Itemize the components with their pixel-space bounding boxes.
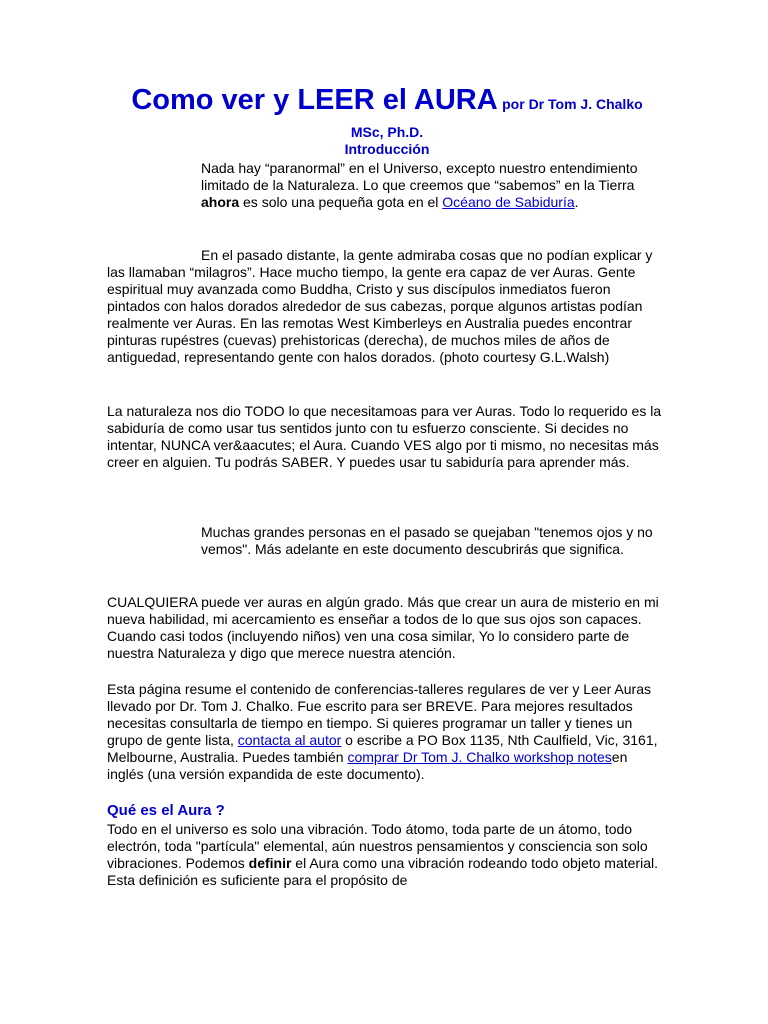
paragraph-text: . — [574, 194, 579, 210]
bold-text: ahora — [201, 194, 240, 210]
section-heading-aura: Qué es el Aura ? — [107, 802, 225, 819]
paragraph-history: En el pasado distante, la gente admiraba cosas que no podían explicar y las llamaban “milagros”. Hace mucho tiempo, la gente era capaz de ver Auras. Gente espiritual muy avanzada como Buddha, Cristo y sus discípulos inmediatos fueron pintados con halos dorados alrededor de sus cabezas, porque algunos artistas podían realmente ver Auras. En las remotas West Kimberleys en Australia puedes encontrar pinturas rupéstres (cuevas) prehistoricas (derecha), de muchos miles de años de antiguedad, representando gente con halos dorados. (photo courtesy G.L.Walsh) — [107, 247, 653, 365]
paragraph-text: es solo una pequeña gota en el — [239, 194, 443, 210]
title-author: por Dr Tom J. Chalko — [502, 96, 643, 112]
paragraph-text: el Aura como una vibración rodeando todo objeto material. Esta definición es suficiente para el propósito de — [107, 855, 658, 888]
intro-heading: Introducción — [344, 141, 430, 157]
paragraph-text: Nada hay “paranormal” en el Universo, excepto nuestro entendimiento limitado de la Naturaleza. Lo que creemos que “sabemos” en la Tierra — [201, 160, 638, 193]
paragraph-intro — [201, 160, 661, 211]
page-title — [107, 84, 667, 117]
paragraph-quote: Muchas grandes personas en el pasado se quejaban "tenemos ojos y no vemos". Más adelante en este documento descubrirás que significa. — [201, 524, 653, 557]
oceano-link[interactable]: Océano de Sabiduría — [442, 194, 575, 210]
paragraph-nature: La naturaleza nos dio TODO lo que necesitamoas para ver Auras. Todo lo requerido es la sabiduría de como usar tus sentidos junto con tu esfuerzo consciente. Si decides no intentar, NUNCA ver&aacutes; el Aura. Cuando VES algo por ti mismo, no necesitas más creer en alguien. Tu podrás SABER. Y puedes usar tu sabiduría para aprender más. — [107, 403, 662, 470]
paragraph-text: en inglés (una versión expandida de este documento). — [107, 749, 628, 782]
paragraph-text: Todo en el universo es solo una vibración. Todo átomo, toda parte de un átomo, todo electrón, toda "partícula" elemental, aún nuestros pensamientos y consciencia son solo vibraciones. Podemos — [107, 821, 648, 871]
buy-notes-link[interactable]: comprar Dr Tom J. Chalko workshop notes — [347, 749, 612, 765]
paragraph-summary — [107, 681, 667, 783]
contact-author-link[interactable]: contacta al autor — [237, 732, 342, 748]
bold-text: definir — [248, 855, 292, 871]
paragraph-anyone: CUALQUIERA puede ver auras en algún grado. Más que crear un aura de misterio en mi nueva habilidad, mi acercamiento es enseñar a todos de lo que sus ojos son capaces. Cuando casi todos (incluyendo niños) ven una cosa similar, Yo lo considero parte de nuestra Naturaleza y digo que merece nuestra atención. — [107, 594, 659, 661]
paragraph-text: o escribe a PO Box 1135, Nth Caulfield, Vic, 3161, Melbourne, Australia. Puedes también — [107, 732, 658, 765]
title-main: Como ver y LEER el AURA — [131, 84, 498, 116]
paragraph-definition — [107, 821, 667, 889]
author-credentials: MSc, Ph.D. — [350, 124, 424, 140]
paragraph-text: Esta página resume el contenido de conferencias-talleres regulares de ver y Leer Auras llevado por Dr. Tom J. Chalko. Fue escrito para ser BREVE. Para mejores resultados necesitas consultarla de tiempo en tiempo. Si quieres programar un taller y tienes un grupo de gente lista, — [107, 681, 651, 748]
